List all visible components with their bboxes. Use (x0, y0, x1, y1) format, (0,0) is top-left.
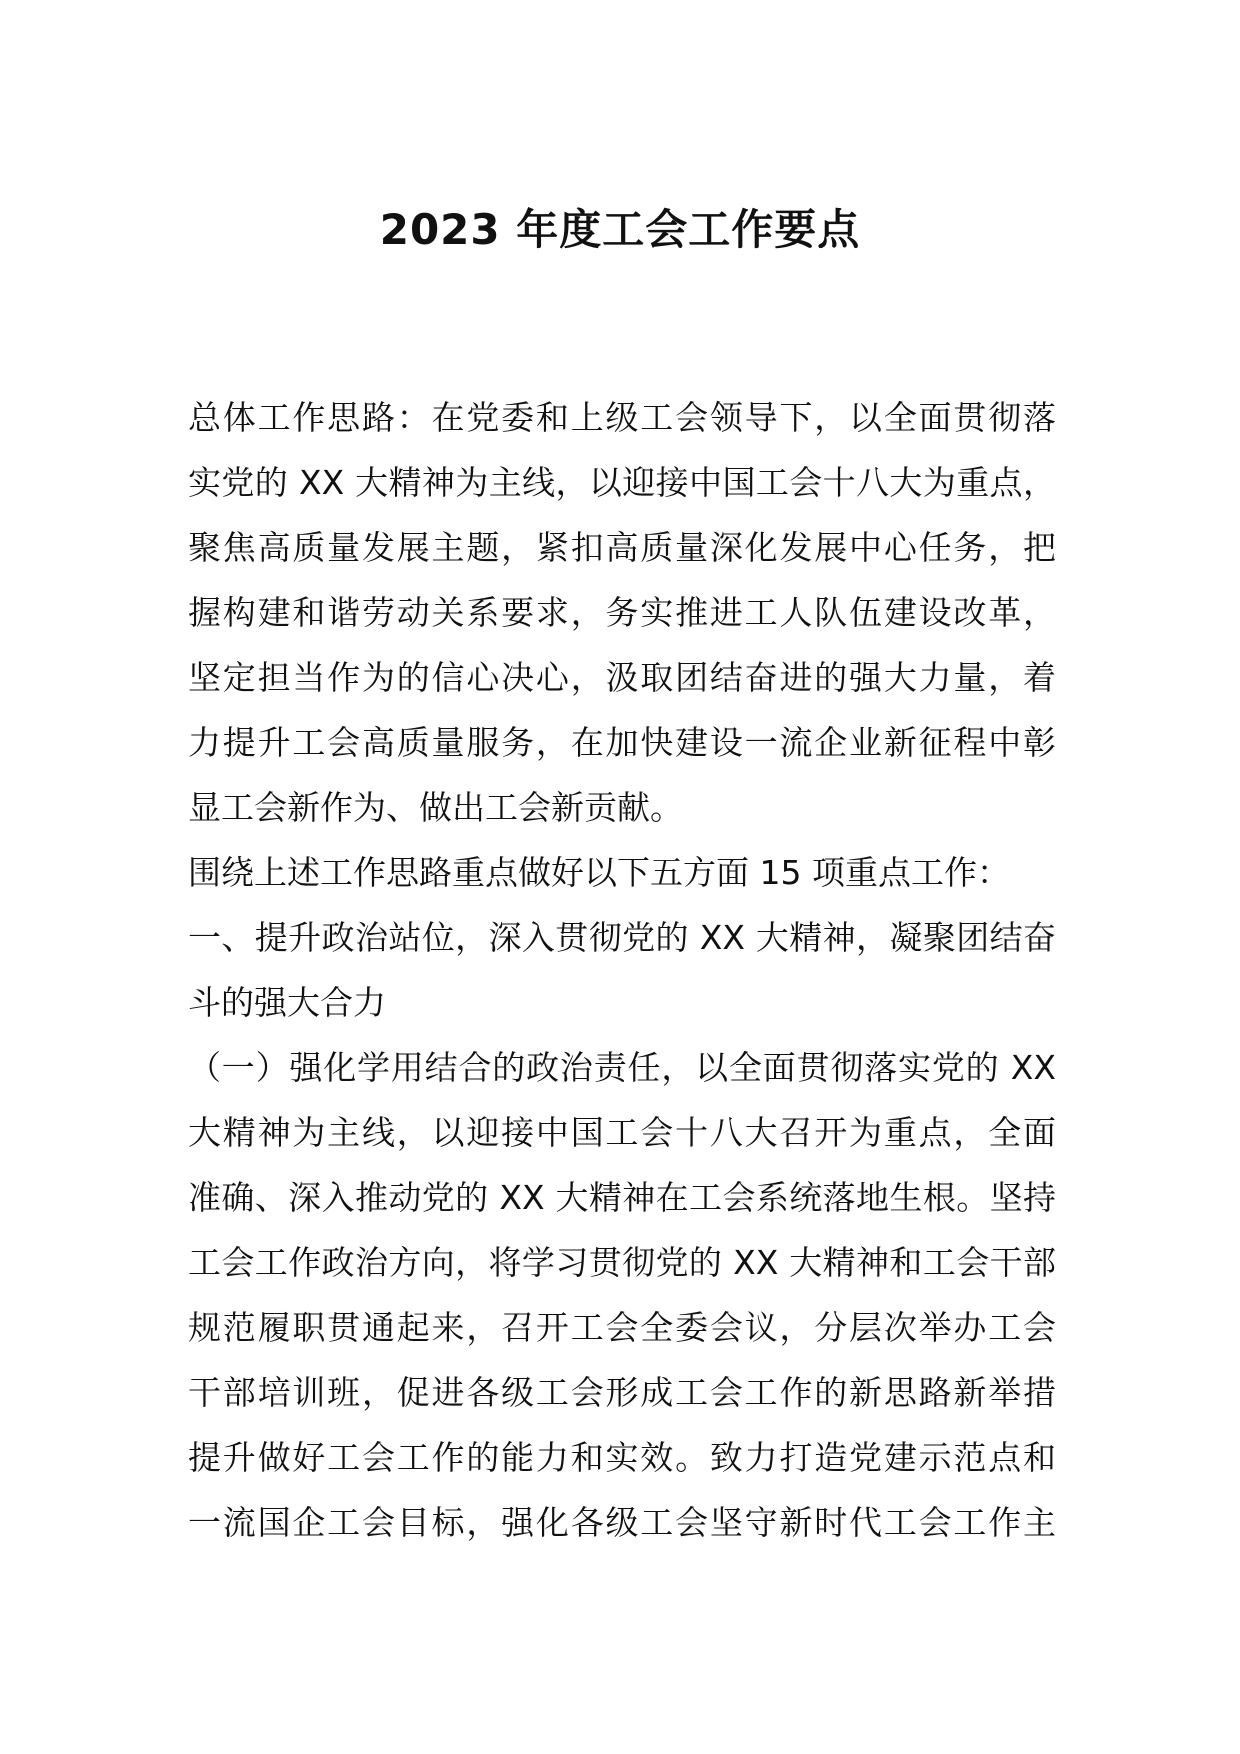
body-line: 围绕上述工作思路重点做好以下五方面 15 项重点工作： (188, 853, 1010, 892)
body-line: 规范履职贯通起来，召开工会全委会议，分层次举办工会 (188, 1308, 1056, 1347)
document-body (188, 385, 1056, 1555)
document-title: 2023 年度工会工作要点 (379, 205, 861, 254)
body-line: 握构建和谐劳动关系要求，务实推进工人队伍建设改革， (188, 593, 1056, 632)
body-line: 坚定担当作为的信心决心，汲取团结奋进的强大力量，着 (188, 658, 1056, 697)
body-line: 提升做好工会工作的能力和实效。致力打造党建示范点和 (188, 1438, 1056, 1477)
body-line: 工会工作政治方向，将学习贯彻党的 XX 大精神和工会干部 (188, 1243, 1056, 1282)
body-line: 显工会新作为、做出工会新贡献。 (188, 788, 683, 827)
section-heading-line: 斗的强大合力 (188, 983, 386, 1022)
body-line: 聚焦高质量发展主题，紧扣高质量深化发展中心任务，把 (188, 528, 1056, 567)
body-line: 实党的 XX 大精神为主线，以迎接中国工会十八大为重点， (188, 463, 1056, 502)
body-line: 总体工作思路：在党委和上级工会领导下，以全面贯彻落 (188, 398, 1056, 437)
section-heading-line: 一、提升政治站位，深入贯彻党的 XX 大精神，凝聚团结奋 (188, 918, 1056, 957)
body-line: 力提升工会高质量服务，在加快建设一流企业新征程中彰 (188, 723, 1056, 762)
body-line: 大精神为主线，以迎接中国工会十八大召开为重点，全面 (188, 1113, 1056, 1152)
body-line: 一流国企工会目标，强化各级工会坚守新时代工会工作主 (188, 1503, 1056, 1542)
body-line: 准确、深入推动党的 XX 大精神在工会系统落地生根。坚持 (188, 1178, 1056, 1217)
body-line: 干部培训班，促进各级工会形成工会工作的新思路新举措 (188, 1373, 1056, 1412)
body-line: （一）强化学用结合的政治责任，以全面贯彻落实党的 XX (188, 1048, 1056, 1087)
